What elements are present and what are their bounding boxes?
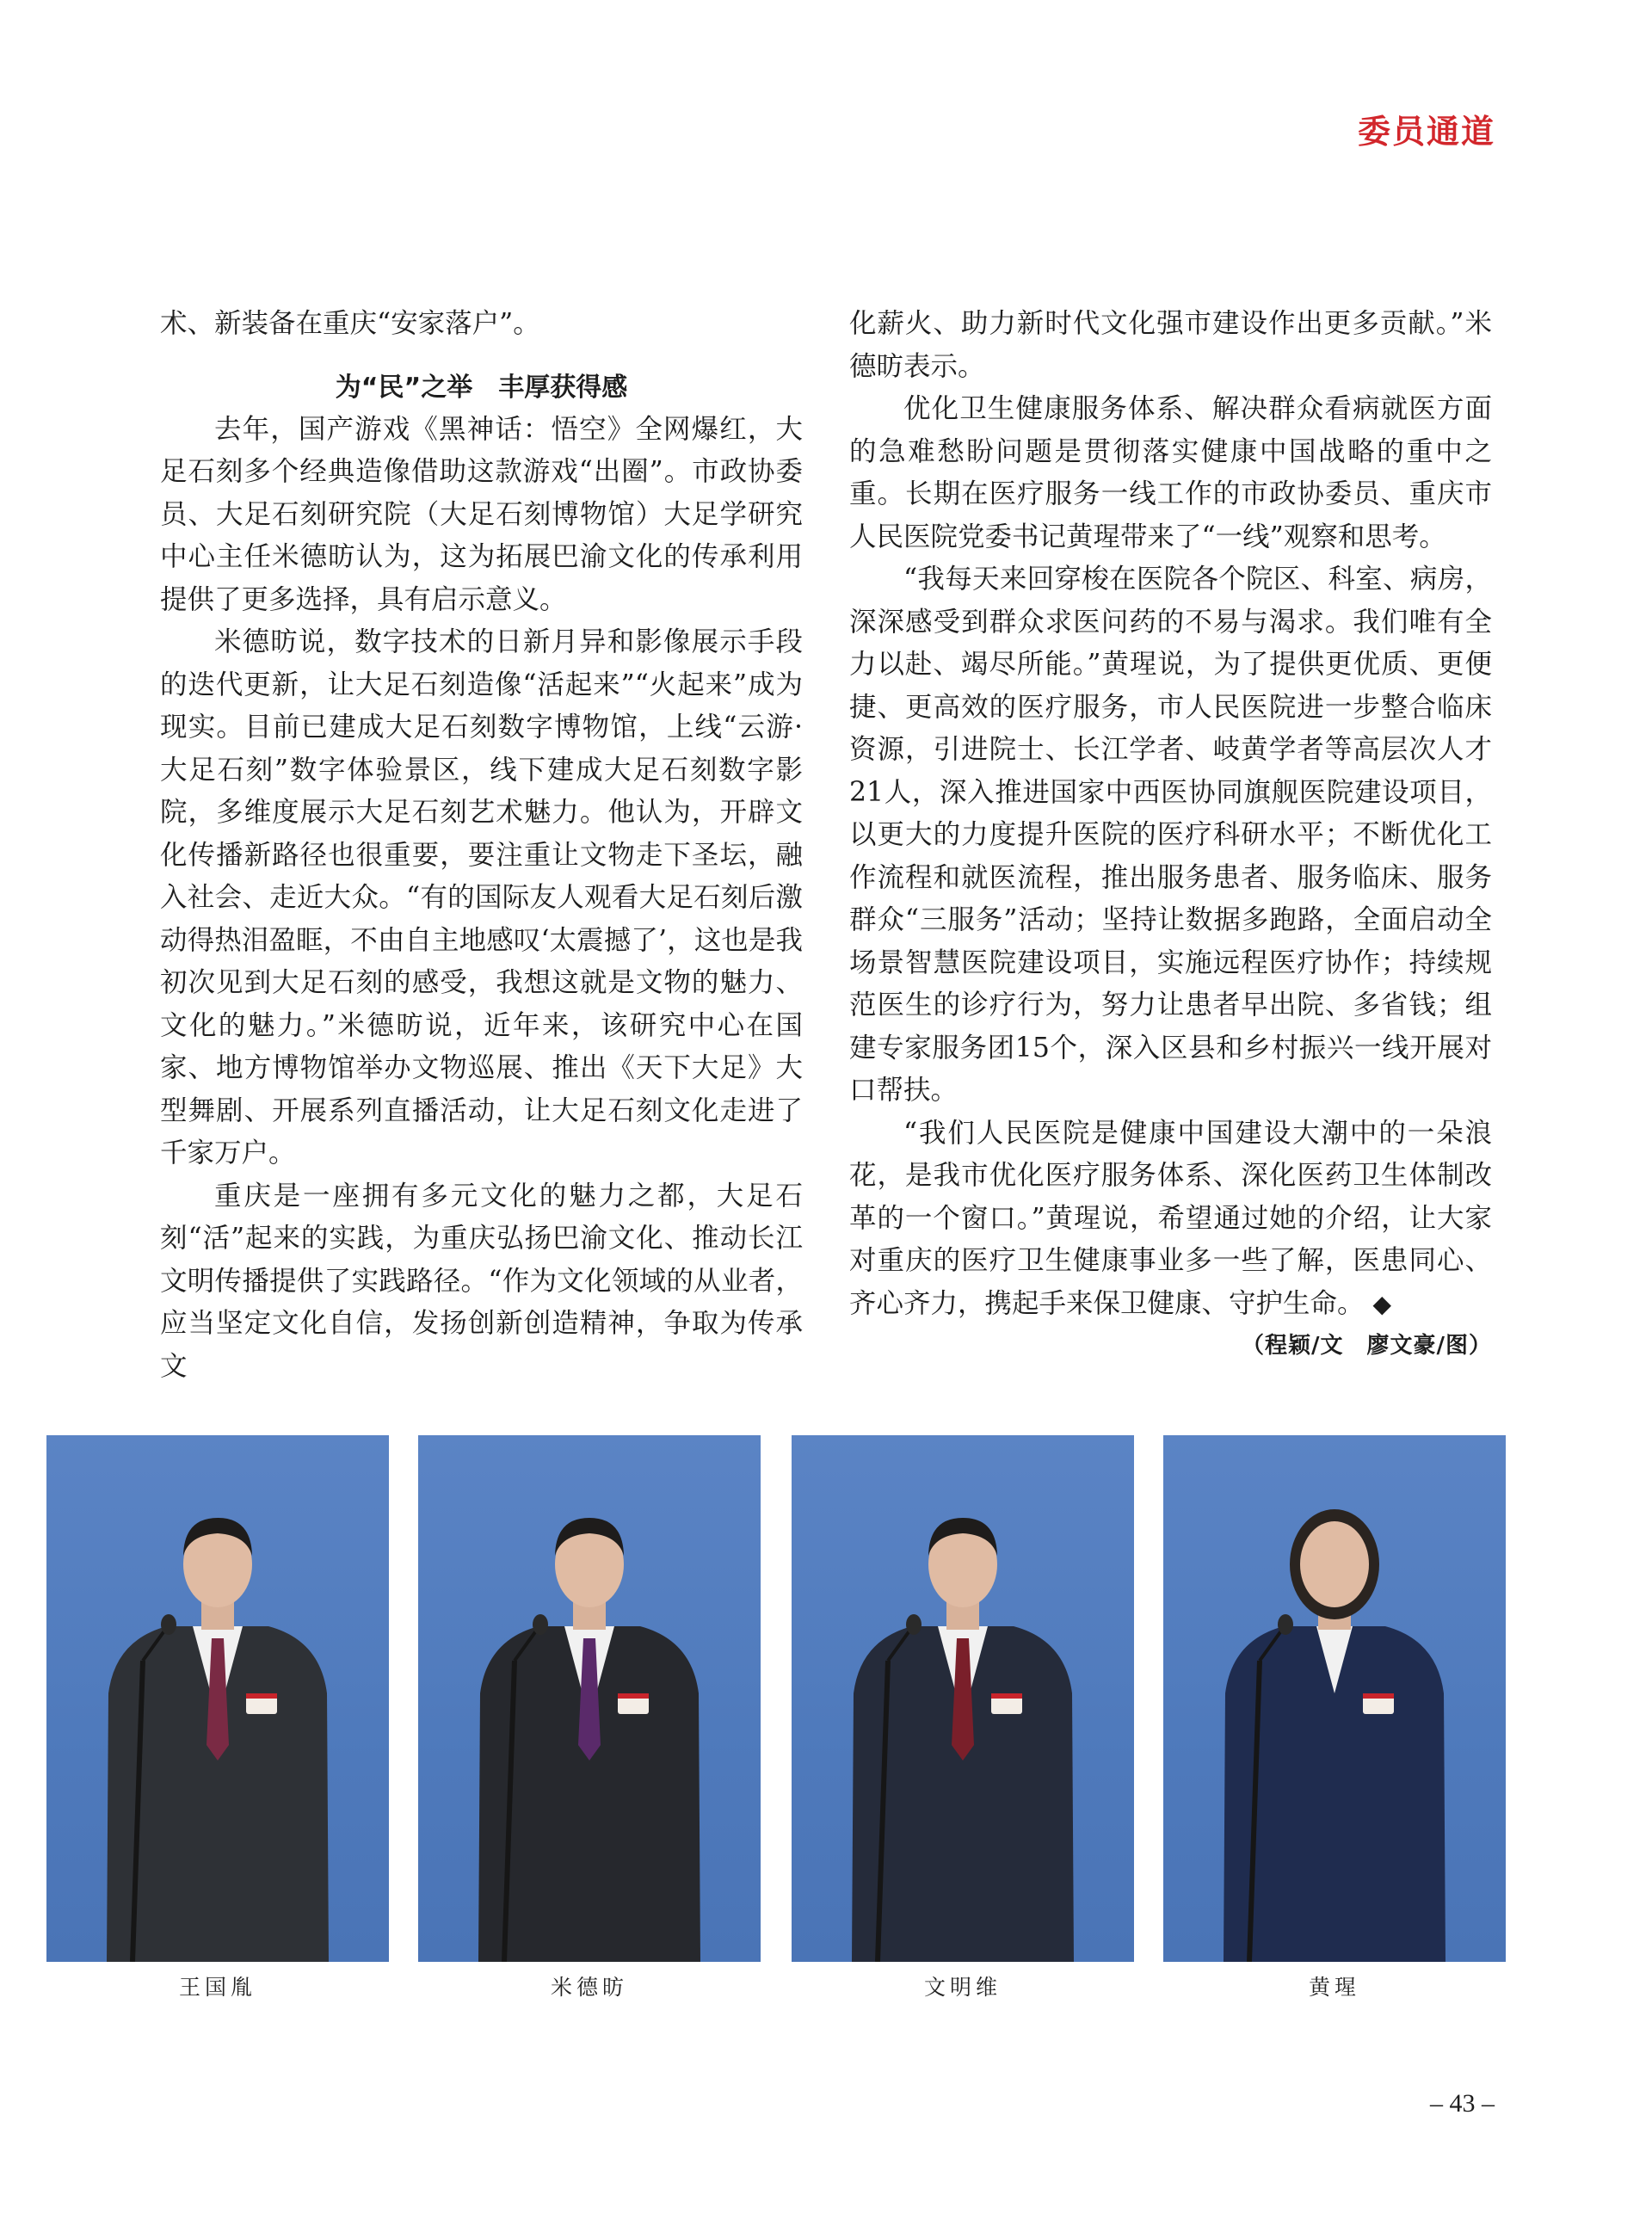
speaker-figure xyxy=(418,1435,761,1962)
speaker-figure xyxy=(46,1435,389,1962)
paragraph: 去年，国产游戏《黑神话：悟空》全网爆红，大足石刻多个经典造像借助这款游戏“出圈”。市政协委员、大足石刻研究院（大足石刻博物馆）大足学研究中心主任米德昉认为，这为拓展巴渝文化的传承利用提供了更多选择，具有启示意义。 xyxy=(160,413,803,615)
photo-caption: 王国胤 xyxy=(178,1975,256,2000)
left-column xyxy=(160,303,803,1388)
paragraph: 重庆是一座拥有多元文化的魅力之都，大足石刻“活”起来的实践，为重庆弘扬巴渝文化、推动长江文明传播提供了实践路径。“作为文化领域的从业者，应当坚定文化自信，发扬创新创造精神，争取为传承文 xyxy=(160,1180,803,1382)
microphone-icon xyxy=(533,1614,548,1635)
speaker-figure xyxy=(1163,1435,1506,1962)
speaker-photo xyxy=(792,1435,1134,1962)
face xyxy=(1300,1521,1369,1607)
microphone-icon xyxy=(161,1614,176,1635)
paragraph: 优化卫生健康服务体系、解决群众看病就医方面的急难愁盼问题是贯彻落实健康中国战略的重中之重。长期在医疗服务一线工作的市政协委员、重庆市人民医院党委书记黄瑆带来了“一线”观察和思考。 xyxy=(849,393,1492,552)
paragraph xyxy=(849,1113,1492,1326)
speaker-photo xyxy=(1163,1435,1506,1962)
paragraph: 米德昉说，数字技术的日新月异和影像展示手段的迭代更新，让大足石刻造像“活起来”“火起来”成为现实。目前已建成大足石刻数字博物馆，上线“云游·大足石刻”数字体验景区，线下建成大足石刻数字影院，多维度展示大足石刻艺术魅力。他认为，开辟文化传播新路径也很重要，要注重让文物走下圣坛，融入社会、走近大众。“有的国际友人观看大足石刻后激动得热泪盈眶，不由自主地感叹‘太震撼了’，这也是我初次见到大足石刻的感受，我想这就是文物的魅力、文化的魅力。”米德昉说，近年来，该研究中心在国家、地方博物馆举办文物巡展、推出《天下大足》大型舞剧、开展系列直播活动，让大足石刻文化走进了千家万户。 xyxy=(160,626,803,1168)
delegate-badge-stripe xyxy=(991,1693,1022,1699)
delegate-badge-stripe xyxy=(618,1693,649,1699)
paragraph: 化薪火、助力新时代文化强市建设作出更多贡献。”米德昉表示。 xyxy=(849,308,1492,382)
paragraph: “我每天来回穿梭在医院各个院区、科室、病房，深深感受到群众求医问药的不易与渴求。我们唯有全力以赴、竭尽所能。”黄瑆说，为了提供更优质、更便捷、更高效的医疗服务，市人民医院进一步整合临床资源，引进院士、长江学者、岐黄学者等高层次人才21人，深入推进国家中西医协同旗舰医院建设项目，以更大的力度提升医院的医疗科研水平；不断优化工作流程和就医流程，推出服务患者、服务临床、服务群众“三服务”活动；坚持让数据多跑路，全面启动全场景智慧医院建设项目，实施远程医疗协作；持续规范医生的诊疗行为，努力让患者早出院、多省钱；组建专家服务团15个，深入区县和乡村振兴一线开展对口帮扶。 xyxy=(849,564,1492,1106)
photo-caption: 黄瑆 xyxy=(1308,1975,1360,2000)
photo-caption: 文明维 xyxy=(923,1975,1002,2000)
paragraph: 术、新装备在重庆“安家落户”。 xyxy=(160,308,540,339)
end-mark-icon: ◆ xyxy=(1372,1289,1392,1318)
photo-caption: 米德昉 xyxy=(550,1975,628,2000)
speaker-photo xyxy=(418,1435,761,1962)
right-column xyxy=(849,303,1492,1366)
section-tag: 委员通道 xyxy=(1357,113,1495,151)
delegate-badge-stripe xyxy=(1363,1693,1394,1699)
speaker-figure xyxy=(792,1435,1134,1962)
page-number: – 43 – xyxy=(1430,2089,1495,2118)
microphone-icon xyxy=(1278,1614,1293,1635)
paragraph-text: “我们人民医院是健康中国建设大潮中的一朵浪花，是我市优化医疗服务体系、深化医药卫生体制改革的一个窗口。”黄瑆说，希望通过她的介绍，让大家对重庆的医疗卫生健康事业多一些了解，医患同心、齐心齐力，携起手来保卫健康、守护生命。 xyxy=(849,1117,1492,1319)
microphone-icon xyxy=(906,1614,922,1635)
section-heading: 为“民”之举 丰厚获得感 xyxy=(335,372,628,403)
byline-credit: （程颖/文 廖文豪/图） xyxy=(1242,1333,1492,1359)
delegate-badge-stripe xyxy=(246,1693,277,1699)
speaker-photo xyxy=(46,1435,389,1962)
